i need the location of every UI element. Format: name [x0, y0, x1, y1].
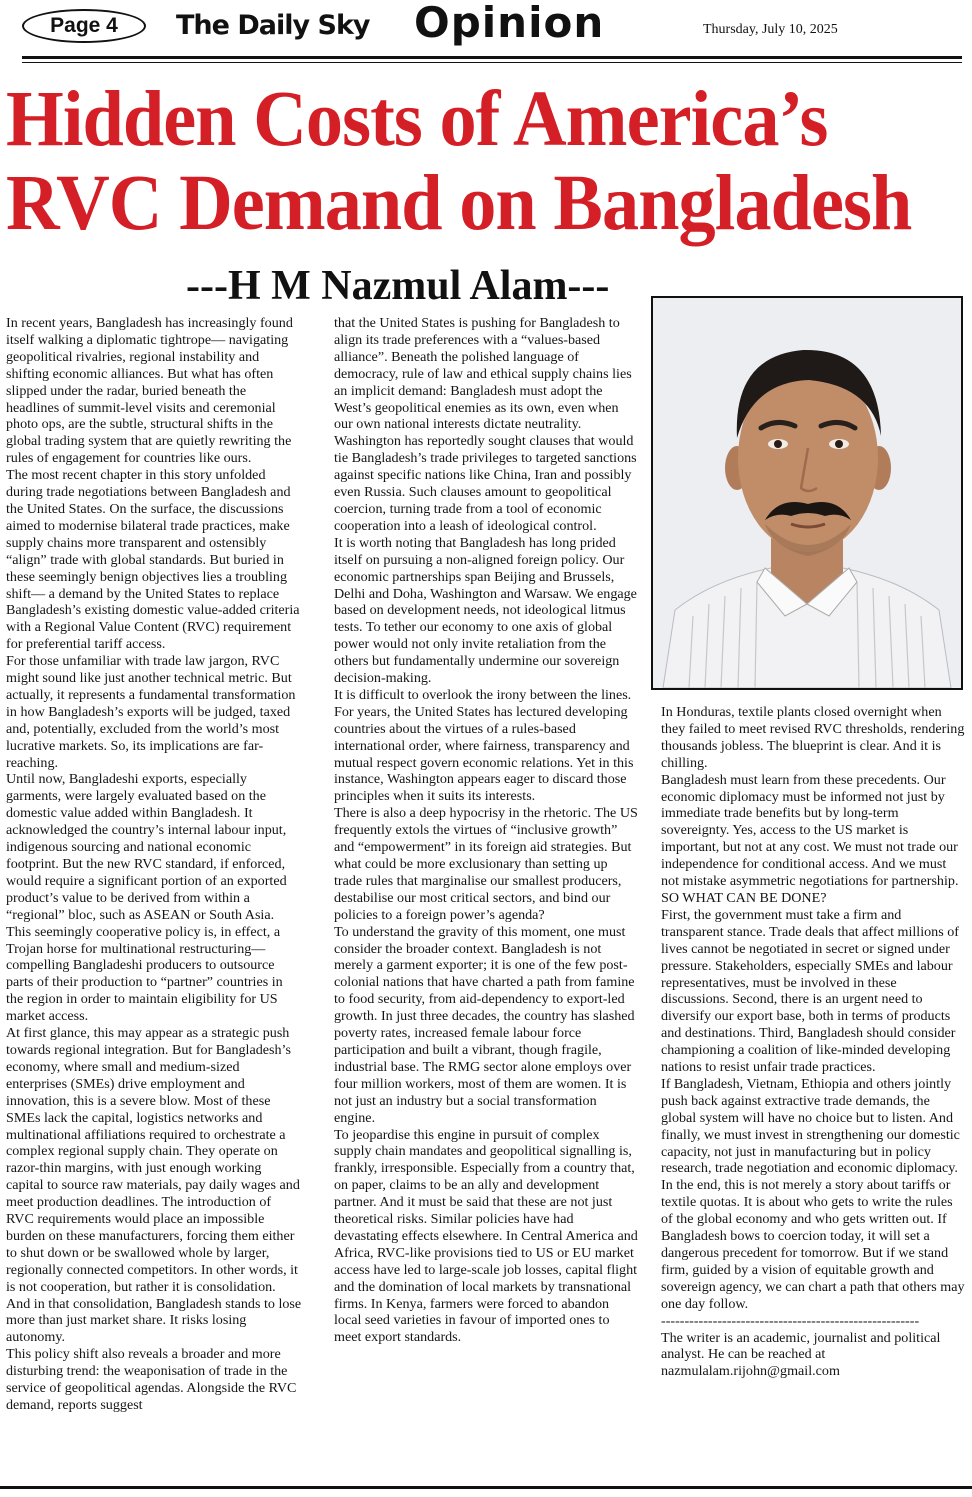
headline-line-1: Hidden Costs of America’s [6, 76, 828, 163]
author-byline: ---H M Nazmul Alam--- [186, 263, 610, 309]
subheading: SO WHAT CAN BE DONE? [661, 889, 827, 906]
paragraph: At first glance, this may appear as a strategic push towards regional integration. But for Bangladesh’s economy, where small and medium-sized enterprises (SMEs) drive employment and innovation, this is a severe blow. Most of these SMEs lack the capital, logistics networks and multinational affiliations required to orchestrate a complex regional supply chain. They operate on razor-thin margins, with just enough working capital to source raw materials, pay daily wages and meet production deadlines. The introduction of RVC requirements would place an impossible burden on these manufacturers, forcing them either to shut down or be swallowed whole by larger, regionally connected competitors. In other words, it is not cooperation, but rather it is consolidation. And in that consolidation, Bangladesh stands to lose more than just market share. It risks losing autonomy. [6, 1025, 302, 1346]
paragraph: It is difficult to overlook the irony between the lines. For years, the United States has lectured developing countries about the virtues of a rules-based international order, where fairness, transparency and mutual respect govern economic relations. Yet in this instance, Washington appears eager to discard those principles when it suits its interests. [334, 686, 634, 805]
paragraph: Bangladesh must learn from these precedents. Our economic diplomacy must be informed not just by immediate trade benefits but by long-term sovereignty. Yes, access to the US market is important, but not at any cost. We must not trade our independence for conditional access. And we must not mistake asymmetric negotiations for partnership. [661, 771, 959, 890]
page-bottom-rule [0, 1486, 972, 1489]
article-column-1 [6, 315, 302, 1414]
paragraph: To understand the gravity of this moment, one must consider the broader context. Bangladesh is not merely a garment exporter; it is one of the few post-colonial nations that have charted a path from famine to food security, from aid-dependency to export-led growth. In just three decades, the country has slashed poverty rates, increased female labour force participation and built a vibrant, though fragile, industrial base. The RMG sector alone employs over four million workers, most of them are women. It is not just an industry but a social transformation engine. [334, 923, 635, 1126]
article-column-3 [661, 704, 967, 1380]
paragraph: The most recent chapter in this story unfolded during trade negotiations between Bangladesh and the United States. On the surface, the discussions aimed to modernise bilateral trade practices, make supply chains more transparent and ostensibly “align” trade with global standards. But buried in these seemingly benign objectives lies a troubling shift— a demand by the United States to replace Bangladesh’s existing domestic value-added criteria with a Regional Value Content (RVC) requirement for preferential tariff access. [6, 467, 300, 653]
paragraph: If Bangladesh, Vietnam, Ethiopia and others jointly push back against extractive trade demands, the global system will have no choice but to listen. And finally, we must invest in strengthening our domestic capacity, not just in manufacturing but in policy research, trade negotiation and economic diplomacy. [661, 1075, 960, 1177]
masthead-rule [22, 56, 962, 59]
paragraph: For those unfamiliar with trade law jargon, RVC might sound like just another technical metric. But actually, it represents a fundamental transformation in how Bangladesh’s exports will be judged, taxed and, potentially, excluded from the world’s most lucrative markets. So, its implications are far-reaching. [6, 653, 296, 771]
headline-line-2: RVC Demand on Bangladesh [6, 160, 912, 247]
paragraph: In recent years, Bangladesh has increasingly found itself walking a diplomatic tightrope— navigating geopolitical rivalries, regional instability and shifting economic alliances. But what has often slipped under the radar, buried beneath the headlines of summit-level visits and ceremonial photo ops, are the subtle, structural shifts in the global trading system that are quietly rewriting the rules of engagement for countries like ours. [6, 315, 293, 467]
paragraph: that the United States is pushing for Bangladesh to align its trade preferences with a “values-based alliance”. Beneath the polished language of democracy, rule of law and ethical supply chains lies an implicit demand: Bangladesh must adopt the West’s geopolitical enemies as its own, even when our own national interests dictate neutrality. [334, 315, 632, 433]
page-number-label: Page 4 [50, 14, 118, 37]
author-note: The writer is an academic, journalist and political analyst. He can be reached at nazmulalam.rijohn@gmail.com [661, 1329, 941, 1380]
paragraph: Washington has reportedly sought clauses that would tie Bangladesh’s trade privileges to targeted sanctions against specific nations like China, Iran and possibly even Russia. Such clauses amount to geopolitical coercion, turning trade from a tool of economic cooperation into a leash of ideological control. [334, 433, 637, 534]
issue-date: Thursday, July 10, 2025 [703, 22, 838, 37]
paragraph: In the end, this is not merely a story about tariffs or textile quotas. It is about who gets to write the rules of the global economy and who gets written out. If Bangladesh bows to coercion today, it will set a dangerous precedent for tomorrow. But if we stand firm, guided by a vision of equitable growth and sovereign agency, we can chart a path that others may one day follow. [661, 1177, 965, 1312]
paragraph: This policy shift also reveals a broader and more disturbing trend: the weaponisation of trade in the service of geopolitical agendas. Alongside the RVC demand, reports suggest [6, 1346, 297, 1413]
paragraph: First, the government must take a firm and transparent stance. Trade deals that affect millions of lives cannot be negotiated in secret or signed under pressure. Stakeholders, especially SMEs and labour representatives, must be involved in these discussions. Second, there is an urgent need to diversify our export base, both in terms of products and destinations. Third, Bangladesh should consider championing a coalition of like-minded developing nations to resist unfair trade practices. [661, 906, 959, 1076]
paragraph: In Honduras, textile plants closed overnight when they failed to meet revised RVC thresholds, rendering thousands jobless. The blueprint is clear. And it is chilling. [661, 704, 965, 771]
newspaper-logo: The Daily Sky [176, 10, 370, 41]
section-title: Opinion [414, 0, 605, 47]
author-photo [651, 296, 963, 690]
page-number-badge [22, 9, 146, 43]
paragraph: Until now, Bangladeshi exports, especially garments, were largely evaluated based on the domestic value added within Bangladesh. It acknowledged the country’s internal labour input, indigenous sourcing and national economic footprint. But the new RVC standard, if enforced, would require a significant portion of an exported product’s value to be derived from within a “regional” bloc, such as ASEAN or South Asia. This seemingly cooperative policy is, in effect, a Trojan horse for multinational restructuring— compelling Bangladeshi producers to outsource parts of their production to “partner” countries in the region in order to maintain eligibility for US market access. [6, 771, 287, 1025]
article-headline [6, 78, 914, 246]
masthead-rule-thin [22, 62, 962, 63]
paragraph: To jeopardise this engine in pursuit of complex supply chain mandates and geopolitical signalling is, frankly, irresponsible. Especially from a country that, on paper, claims to be an ally and development partner. And it must be said that these are not just theoretical risks. Similar policies have had devastating effects elsewhere. In Central America and Africa, RVC-like provisions tied to US or EU market access have led to large-scale job losses, capital flight and the domination of local markets by transnational firms. In Kenya, farmers were forced to abandon local seed varieties in favour of imported ones to meet export standards. [334, 1126, 638, 1346]
article-column-2 [334, 315, 638, 1346]
paragraph: There is also a deep hypocrisy in the rhetoric. The US frequently extols the virtues of “inclusive growth” and “empowerment” in its foreign aid strategies. But what could be more exclusionary than setting up trade rules that marginalise our smallest producers, destabilise our most critical sectors, and bind our policies to a foreign power’s agenda? [334, 805, 638, 923]
paragraph: It is worth noting that Bangladesh has long prided itself on pursuing a non-aligned foreign policy. Our economic partnerships span Beijing and Brussels, Delhi and Doha, Washington and Warsaw. We engage based on development needs, not ideological litmus tests. To tether our economy to one axis of global power would not only invite retaliation from the others but fundamentally undermine our sovereign decision-making. [334, 534, 637, 687]
separator-line: ------------------------------------------------------- [661, 1312, 920, 1329]
author-portrait-illustration [653, 298, 961, 688]
